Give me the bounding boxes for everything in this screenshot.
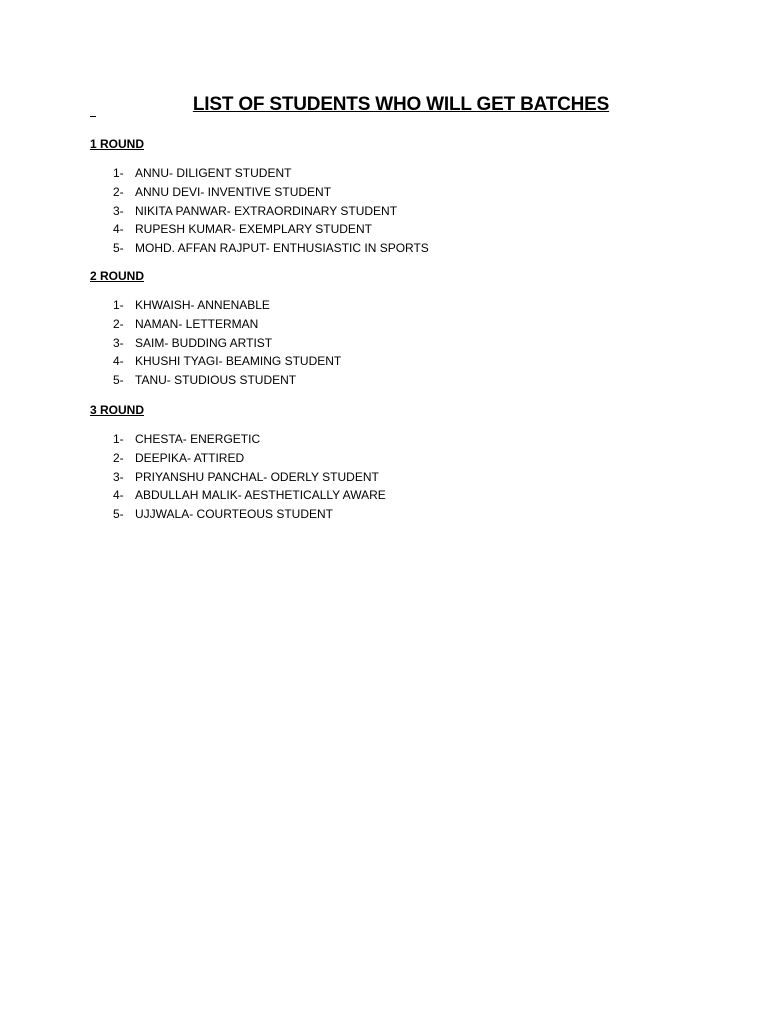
item-number: 2- xyxy=(113,316,124,331)
student-entry: SAIM- BUDDING ARTIST xyxy=(135,335,273,350)
list-item xyxy=(90,505,710,524)
student-entry: RUPESH KUMAR- EXEMPLARY STUDENT xyxy=(135,222,372,237)
round-heading: 3 ROUND xyxy=(90,403,145,417)
round-section-3 xyxy=(90,402,710,524)
list-item xyxy=(90,315,710,334)
item-number: 1- xyxy=(113,298,124,312)
student-entry: ABDULLAH MALIK- AESTHETICALLY AWARE xyxy=(135,488,386,503)
student-list xyxy=(90,430,710,524)
round-section-2 xyxy=(90,268,710,390)
list-item xyxy=(90,296,710,315)
list-item xyxy=(90,239,710,258)
student-entry: DEEPIKA- ATTIRED xyxy=(135,450,245,465)
list-item xyxy=(90,468,710,487)
item-number: 4- xyxy=(113,222,124,237)
list-item xyxy=(90,202,710,221)
item-number: 2- xyxy=(113,450,124,465)
list-item xyxy=(90,486,710,505)
student-entry: PRIYANSHU PANCHAL- ODERLY STUDENT xyxy=(135,469,379,484)
student-list xyxy=(90,296,710,390)
round-heading: 2 ROUND xyxy=(90,269,145,283)
student-entry: MOHD. AFFAN RAJPUT- ENTHUSIASTIC IN SPORTS xyxy=(135,241,429,256)
list-item xyxy=(90,371,710,390)
student-entry: UJJWALA- COURTEOUS STUDENT xyxy=(135,507,334,522)
item-number: 1- xyxy=(113,432,124,446)
item-number: 5- xyxy=(113,507,124,522)
item-number: 2- xyxy=(113,184,124,199)
student-entry: TANU- STUDIOUS STUDENT xyxy=(135,373,297,388)
student-entry: ANNU- DILIGENT STUDENT xyxy=(135,166,292,180)
item-number: 4- xyxy=(113,354,124,369)
list-item xyxy=(90,334,710,353)
student-entry: NIKITA PANWAR- EXTRAORDINARY STUDENT xyxy=(135,203,398,218)
student-entry: ANNU DEVI- INVENTIVE STUDENT xyxy=(135,184,332,199)
item-number: 3- xyxy=(113,203,124,218)
student-entry: CHESTA- ENERGETIC xyxy=(135,432,261,446)
student-entry: KHWAISH- ANNENABLE xyxy=(135,298,270,312)
list-item xyxy=(90,164,710,183)
round-heading: 1 ROUND xyxy=(90,137,145,151)
item-number: 1- xyxy=(113,166,124,180)
student-entry: KHUSHI TYAGI- BEAMING STUDENT xyxy=(135,354,342,369)
item-number: 3- xyxy=(113,335,124,350)
list-item xyxy=(90,220,710,239)
underline-mark xyxy=(90,116,96,117)
item-number: 5- xyxy=(113,373,124,388)
list-item xyxy=(90,183,710,202)
list-item xyxy=(90,430,710,449)
item-number: 5- xyxy=(113,241,124,256)
student-list xyxy=(90,164,710,258)
list-item xyxy=(90,449,710,468)
round-section-1 xyxy=(90,136,710,258)
student-entry: NAMAN- LETTERMAN xyxy=(135,316,259,331)
page-title: LIST OF STUDENTS WHO WILL GET BATCHES xyxy=(192,94,610,115)
item-number: 4- xyxy=(113,488,124,503)
list-item xyxy=(90,352,710,371)
item-number: 3- xyxy=(113,469,124,484)
